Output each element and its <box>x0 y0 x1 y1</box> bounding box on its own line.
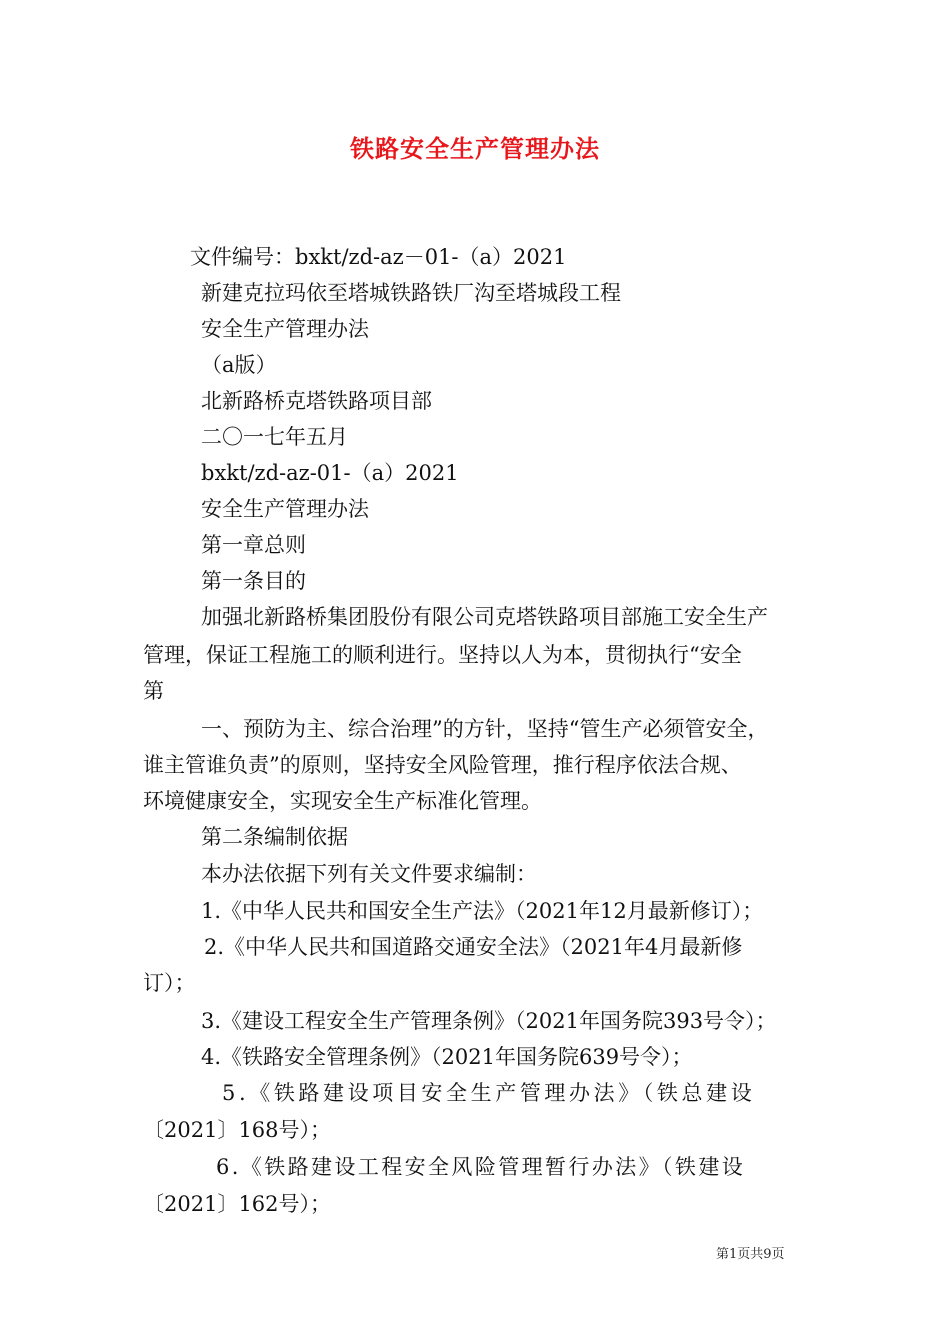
cover-subtitle-line: 安全生产管理办法 <box>201 317 369 341</box>
paragraph-line: 本办法依据下列有关文件要求编制： <box>201 862 537 886</box>
paragraph-line: 第 <box>143 679 164 703</box>
reference-item: 1.《中华人民共和国安全生产法》（2021年12月最新修订）； <box>201 899 764 923</box>
paragraph-line: 管理，保证工程施工的顺利进行。坚持以人为本，贯彻执行“安全 <box>143 643 742 667</box>
document-title: 铁路安全生产管理办法 <box>350 135 600 163</box>
doc-code-line: bxkt/zd-az-01-（a）2021 <box>201 461 459 485</box>
date-line: 二〇一七年五月 <box>201 425 348 449</box>
version-line: （a版） <box>201 353 277 377</box>
reference-item: 〔2021〕168号）； <box>143 1118 332 1142</box>
reference-item: 2.《中华人民共和国道路交通安全法》（2021年4月最新修 <box>204 935 743 959</box>
page-number: 第1页共9页 <box>716 1247 785 1262</box>
paragraph-line: 一、预防为主、综合治理”的方针，坚持“管生产必须管安全， <box>201 717 769 741</box>
reference-item: 3.《建设工程安全生产管理条例》（2021年国务院393号令）； <box>201 1009 777 1033</box>
doc-heading-line: 安全生产管理办法 <box>201 497 369 521</box>
article-heading: 第一条目的 <box>201 569 306 593</box>
reference-item: 4.《铁路安全管理条例》（2021年国务院639号令）； <box>201 1045 693 1069</box>
paragraph-line: 谁主管谁负责”的原则，坚持安全风险管理，推行程序依法合规、 <box>143 753 742 777</box>
reference-item: 〔2021〕162号）； <box>143 1192 332 1216</box>
paragraph-line: 环境健康安全，实现安全生产标准化管理。 <box>143 789 542 813</box>
chapter-heading: 第一章总则 <box>201 533 306 557</box>
reference-item: 6.《铁路建设工程安全风险管理暂行办法》（铁建设 <box>216 1155 746 1179</box>
article-heading: 第二条编制依据 <box>201 825 348 849</box>
reference-item: 5.《铁路建设项目安全生产管理办法》（铁总建设 <box>222 1081 756 1105</box>
reference-item: 订）； <box>143 971 196 995</box>
file-number-line: 文件编号：bxkt/zd-az－01-（a）2021 <box>190 245 567 269</box>
project-name-line: 新建克拉玛依至塔城铁路铁厂沟至塔城段工程 <box>201 281 621 305</box>
paragraph-line: 加强北新路桥集团股份有限公司克塔铁路项目部施工安全生产 <box>201 605 768 629</box>
department-line: 北新路桥克塔铁路项目部 <box>201 389 432 413</box>
